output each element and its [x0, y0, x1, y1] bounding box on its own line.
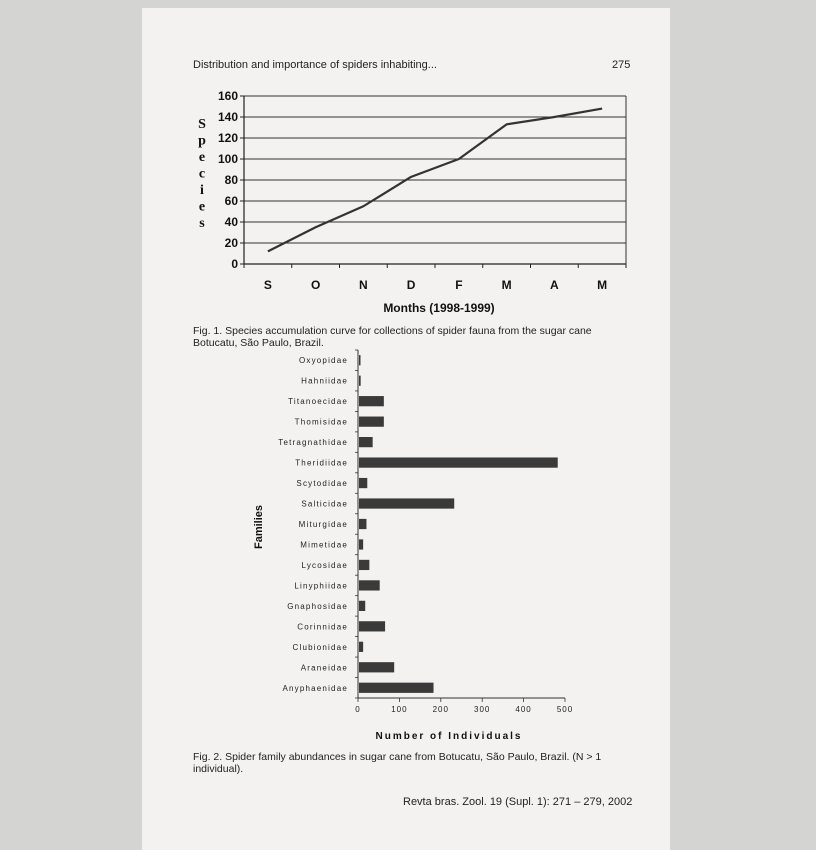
- family-label: Thomisidae: [294, 417, 348, 427]
- y-axis-label-letter: c: [198, 166, 206, 182]
- running-header-title: Distribution and importance of spiders inhabiting...: [193, 59, 437, 71]
- bar-araneidae: [359, 662, 394, 672]
- family-label: Clubionidae: [292, 642, 348, 652]
- y-axis-label-letter: e: [198, 150, 206, 165]
- family-label: Titanoecidae: [288, 397, 348, 407]
- bar-x-tick-label: 100: [391, 705, 408, 714]
- bar-lycosidae: [359, 560, 369, 570]
- y-tick-label: 140: [217, 110, 238, 124]
- family-label: Scytodidae: [296, 479, 348, 489]
- bar-miturgidae: [359, 519, 366, 529]
- family-label: Salticidae: [301, 499, 348, 509]
- bar-hahniidae: [359, 376, 361, 386]
- family-label: Tetragnathidae: [278, 438, 348, 448]
- bar-x-tick-label: 200: [432, 705, 449, 714]
- bar-titanoecidae: [359, 396, 384, 406]
- y-tick-label: 160: [217, 89, 238, 103]
- x-tick-label: M: [501, 278, 512, 292]
- family-label: Miturgidae: [298, 520, 348, 529]
- y-tick-label: 20: [224, 236, 238, 250]
- bar-x-tick-label: 400: [515, 705, 532, 714]
- family-label: Mimetidae: [300, 540, 348, 550]
- y-axis-label-letter: e: [198, 199, 206, 215]
- y-tick-label: 60: [224, 194, 238, 208]
- y-tick-label: 0: [231, 257, 238, 271]
- x-tick-label: S: [263, 278, 272, 292]
- family-label: Theridiidae: [295, 458, 348, 468]
- x-tick-label: D: [406, 278, 416, 292]
- figure-2-caption: Fig. 2. Spider family abundances in sugar cane from Botucatu, São Paulo, Brazil. (N > 1 individual).: [193, 751, 602, 775]
- family-label: Hahniidae: [301, 376, 348, 386]
- x-tick-label: F: [455, 278, 463, 292]
- x-tick-label: N: [359, 278, 368, 292]
- journal-citation: Revta bras. Zool. 19 (Supl. 1): 271 – 279, 2002: [403, 796, 633, 808]
- bar-thomisidae: [359, 417, 384, 427]
- bar-corinnidae: [359, 621, 385, 631]
- x-tick-label: M: [597, 278, 608, 292]
- bar-scytodidae: [359, 478, 367, 488]
- bar-oxyopidae: [359, 355, 361, 365]
- y-tick-label: 120: [217, 131, 238, 145]
- bar-x-axis-label: Number of Individuals: [375, 731, 523, 742]
- x-tick-label: A: [550, 278, 559, 292]
- bar-theridiidae: [359, 457, 558, 467]
- y-axis-label-letter: p: [198, 133, 206, 149]
- bar-anyphaenidae: [359, 683, 434, 693]
- y-axis-label-letter: s: [199, 216, 205, 231]
- y-tick-label: 100: [217, 152, 238, 166]
- bar-x-tick-label: 500: [556, 705, 574, 714]
- family-label: Anyphaenidae: [282, 683, 348, 693]
- bar-salticidae: [359, 498, 454, 508]
- x-axis-label: Months (1998-1999): [383, 301, 495, 315]
- family-label: Araneidae: [300, 663, 348, 673]
- family-label: Lycosidae: [301, 560, 348, 570]
- page-number: 275: [612, 59, 631, 71]
- y-axis-label-letter: i: [200, 183, 204, 198]
- bar-x-tick-label: 0: [355, 705, 361, 714]
- family-label: Corinnidae: [297, 622, 348, 632]
- family-label: Oxyopidae: [298, 356, 348, 366]
- figure-1-caption: Fig. 1. Species accumulation curve for collections of spider fauna from the sugar cane Botucatu, São Paulo, Brazil.: [193, 325, 592, 349]
- y-tick-label: 80: [224, 173, 238, 187]
- bar-mimetidae: [359, 539, 363, 549]
- y-tick-label: 40: [224, 215, 238, 229]
- bar-tetragnathidae: [359, 437, 373, 447]
- bar-x-tick-label: 300: [474, 705, 491, 714]
- family-label: Gnaphosidae: [287, 601, 348, 611]
- bar-clubionidae: [359, 642, 363, 652]
- bar-linyphiidae: [359, 580, 380, 590]
- bar-gnaphosidae: [359, 601, 365, 611]
- y-axis-label-letter: S: [198, 117, 206, 132]
- bar-y-axis-label: Families: [253, 504, 265, 550]
- family-label: Linyphiidae: [294, 581, 348, 591]
- x-tick-label: O: [310, 278, 321, 292]
